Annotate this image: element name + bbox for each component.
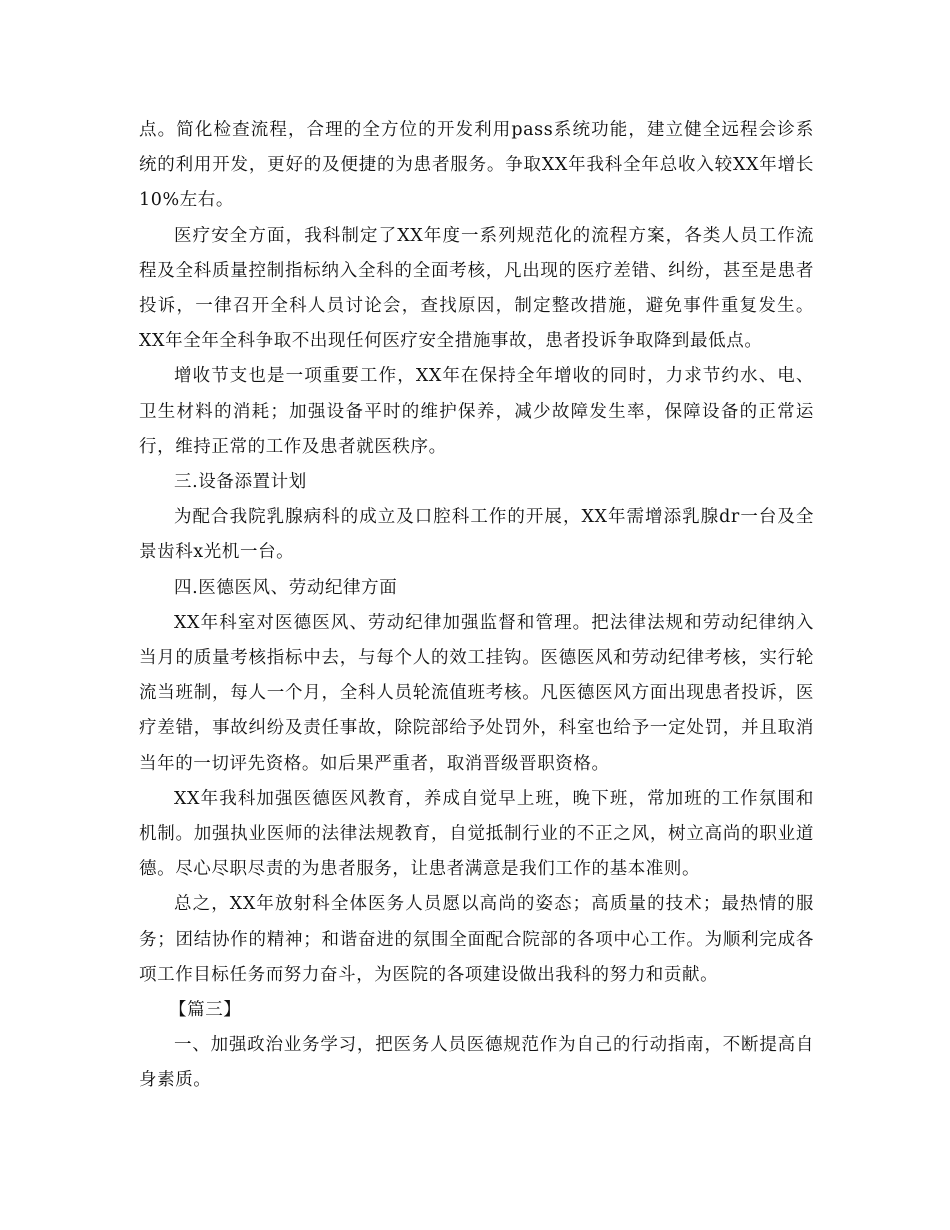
paragraph-medical-safety: 医疗安全方面，我科制定了XX年度一系列规范化的流程方案，各类人员工作流程及全科质量控制指标纳入全科的全面考核，凡出现的医疗差错、纠纷，甚至是患者投诉，一律召开全科人员讨论会，查找原因，制定整改措施，避免事件重复发生。XX年全年全科争取不出现任何医疗安全措施事故，患者投诉争取降到最低点。: [139, 225, 814, 352]
section-marker-part-three: 【篇三】: [169, 1000, 242, 1021]
paragraph-summary: 总之，XX年放射科全体医务人员愿以高尚的姿态；高质量的技术；最热情的服务；团结协作的精神；和谐奋进的氛围全面配合院部的各项中心工作。为顺利完成各项工作目标任务而努力奋斗，为医院的各项建设做出我科的努力和贡献。: [139, 894, 814, 985]
paragraph-cost-saving: 增收节支也是一项重要工作，XX年在保持全年增收的同时，力求节约水、电、卫生材料的消耗；加强设备平时的维护保养，减少故障发生率，保障设备的正常运行，维持正常的工作及患者就医秩序。: [139, 366, 814, 457]
paragraph-equipment: 为配合我院乳腺病科的成立及口腔科工作的开展，XX年需增添乳腺dr一台及全景齿科x光机一台。: [139, 507, 814, 563]
section-heading-ethics: 四.医德医风、劳动纪律方面: [174, 577, 398, 598]
paragraph-ethics-education: XX年我科加强医德医风教育，养成自觉早上班，晚下班，常加班的工作氛围和机制。加强执业医师的法律法规教育，自觉抵制行业的不正之风，树立高尚的职业道德。尽心尽职尽责的为患者服务，让患者满意是我们工作的基本准则。: [139, 788, 814, 880]
paragraph-ethics-supervision: XX年科室对医德医风、劳动纪律加强监督和管理。把法律法规和劳动纪律纳入当月的质量考核指标中去，与每个人的效工挂钩。医德医风和劳动纪律考核，实行轮流当班制，每人一个月，全科人员轮流值班考核。凡医德医风方面出现患者投诉，医疗差错，事故纠纷及责任事故，除院部给予处罚外，科室也给予一定处罚，并且取消当年的一切评先资格。如后果严重者，取消晋级晋职资格。: [139, 612, 814, 774]
paragraph-political-study: 一、加强政治业务学习，把医务人员医德规范作为自己的行动指南，不断提高自身素质。: [139, 1035, 814, 1091]
paragraph-continuation: 点。简化检查流程，合理的全方位的开发利用pass系统功能，建立健全远程会诊系统的利用开发，更好的及便捷的为患者服务。争取XX年我科全年总收入较XX年增长10%左右。: [139, 120, 814, 211]
section-heading-equipment: 三.设备添置计划: [174, 472, 307, 493]
document-body: [139, 113, 814, 1099]
